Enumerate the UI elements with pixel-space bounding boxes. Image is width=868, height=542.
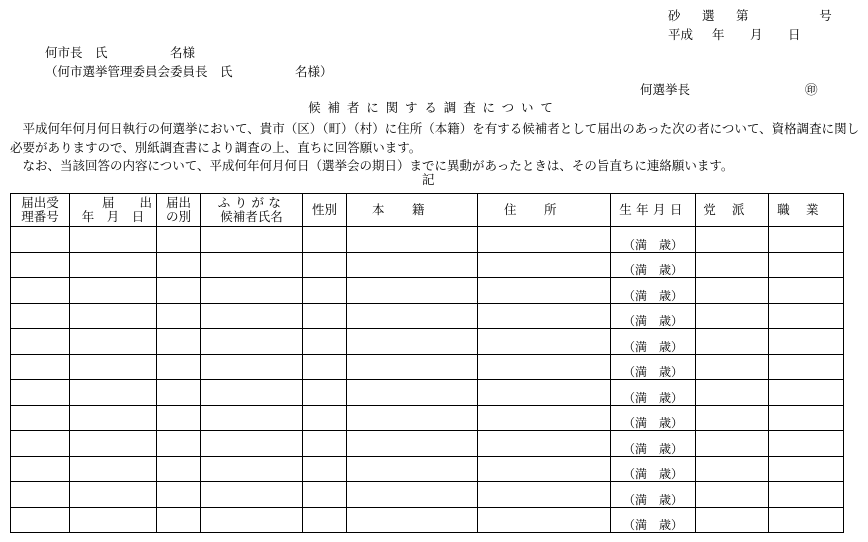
table-cell: [70, 303, 157, 329]
table-cell: [347, 482, 478, 508]
table-cell: [478, 329, 611, 355]
table-cell: [769, 482, 844, 508]
table-cell: [11, 278, 70, 304]
table-cell: [201, 431, 303, 457]
table-cell: [611, 227, 696, 253]
document-number: [668, 8, 832, 23]
document-number-prefix: 砂 選 第: [668, 8, 758, 23]
age-label: （満 歳）: [622, 518, 683, 532]
table-cell: [11, 507, 70, 533]
table-cell: [11, 329, 70, 355]
table-cell: [478, 252, 611, 278]
table-cell: [157, 380, 201, 406]
table-row: [11, 252, 844, 278]
table-cell: [769, 252, 844, 278]
addressee-mayor: 何市長 氏 名様: [45, 45, 196, 60]
table-row: [11, 456, 844, 482]
table-row: [11, 507, 844, 533]
table-cell: [11, 252, 70, 278]
table-cell: [201, 227, 303, 253]
table-cell: [157, 278, 201, 304]
table-cell: [696, 456, 769, 482]
table-cell: [70, 354, 157, 380]
table-cell: [11, 431, 70, 457]
table-cell: [303, 354, 347, 380]
table-cell: [769, 456, 844, 482]
table-row: [11, 380, 844, 406]
table-cell: [769, 303, 844, 329]
table-cell: [347, 405, 478, 431]
table-row: [11, 354, 844, 380]
age-label: （満 歳）: [622, 416, 683, 430]
addressee-committee: （何市選挙管理委員会委員長 氏 名様）: [45, 64, 333, 79]
table-cell: [769, 278, 844, 304]
table-row: [11, 227, 844, 253]
col-address: 住所: [478, 194, 611, 227]
table-row: [11, 278, 844, 304]
age-label: （満 歳）: [622, 441, 683, 456]
issue-date: [668, 27, 801, 42]
table-row: [11, 303, 844, 329]
table-cell: [611, 507, 696, 533]
table-cell: [70, 507, 157, 533]
table-cell: [696, 354, 769, 380]
sender-name: 何選挙長: [640, 82, 691, 97]
table-cell: [201, 329, 303, 355]
table-cell: [478, 456, 611, 482]
table-cell: [201, 252, 303, 278]
table-cell: [478, 507, 611, 533]
table-cell: [11, 482, 70, 508]
table-cell: [769, 329, 844, 355]
table-cell: [157, 405, 201, 431]
col-party: 党派: [696, 194, 769, 227]
age-label: （満 歳）: [622, 390, 683, 405]
table-cell: [611, 482, 696, 508]
age-label: （満 歳）: [622, 467, 683, 481]
table-cell: [769, 354, 844, 380]
table-cell: [157, 507, 201, 533]
table-cell: [11, 405, 70, 431]
table-row: [11, 405, 844, 431]
table-cell: [157, 431, 201, 457]
table-cell: [157, 482, 201, 508]
table-cell: [11, 456, 70, 482]
table-cell: [11, 380, 70, 406]
age-label: （満 歳）: [622, 339, 683, 354]
col-occupation: 職業: [769, 194, 844, 227]
table-cell: [611, 456, 696, 482]
body-paragraph-2: なお、当該回答の内容について、平成何年何月何日（選挙会の期日）までに異動があったときは、その旨直ちに連絡願います。: [22, 158, 734, 173]
table-cell: [201, 278, 303, 304]
table-cell: [157, 354, 201, 380]
col-filing-type: 届出 の別: [157, 194, 201, 227]
table-cell: [611, 303, 696, 329]
table-cell: [347, 354, 478, 380]
table-cell: [157, 329, 201, 355]
table-cell: [347, 507, 478, 533]
table-cell: [70, 482, 157, 508]
table-cell: [478, 405, 611, 431]
table-cell: [201, 507, 303, 533]
table-cell: [478, 278, 611, 304]
table-cell: [696, 278, 769, 304]
table-cell: [611, 252, 696, 278]
table-cell: [347, 303, 478, 329]
table-cell: [769, 227, 844, 253]
table-cell: [347, 278, 478, 304]
table-cell: [611, 329, 696, 355]
table-cell: [696, 329, 769, 355]
sender: [640, 82, 818, 97]
table-cell: [769, 405, 844, 431]
table-cell: [696, 482, 769, 508]
ki-mark: 記: [422, 172, 435, 187]
table-cell: [157, 456, 201, 482]
table-cell: [70, 329, 157, 355]
table-cell: [478, 227, 611, 253]
table-cell: [611, 405, 696, 431]
table-cell: [303, 380, 347, 406]
table-cell: [696, 252, 769, 278]
table-cell: [201, 456, 303, 482]
col-honseki: 本籍: [347, 194, 478, 227]
body-text: [10, 120, 862, 176]
table-cell: [70, 252, 157, 278]
table-cell: [478, 354, 611, 380]
age-label: （満 歳）: [622, 365, 683, 379]
table-header-row: [11, 194, 844, 227]
table-row: [11, 431, 844, 457]
table-row: [11, 329, 844, 355]
table-row: [11, 482, 844, 508]
col-candidate-name: ふりがな 候補者氏名: [201, 194, 303, 227]
table-cell: [303, 278, 347, 304]
table-cell: [696, 227, 769, 253]
table-cell: [347, 431, 478, 457]
date-era: 平成: [668, 27, 694, 42]
candidate-table: [10, 193, 844, 533]
table-cell: [696, 380, 769, 406]
table-cell: [769, 380, 844, 406]
table-cell: [696, 303, 769, 329]
table-cell: [303, 456, 347, 482]
table-cell: [303, 252, 347, 278]
body-paragraph-1: 平成何年何月何日執行の何選挙において、貴市（区）（町）（村）に住所（本籍）を有する候補者として届出のあった次の者について、資格調査に関し必要がありますので、別紙調査書により調査の上、直ちに回答願います。: [10, 121, 860, 155]
table-cell: [303, 431, 347, 457]
table-cell: [611, 278, 696, 304]
table-cell: [11, 303, 70, 329]
table-cell: [201, 380, 303, 406]
table-cell: [157, 303, 201, 329]
table-cell: [201, 303, 303, 329]
table-cell: [347, 380, 478, 406]
table-cell: [303, 405, 347, 431]
table-cell: [70, 405, 157, 431]
table-cell: [11, 354, 70, 380]
table-cell: [696, 507, 769, 533]
table-cell: [303, 303, 347, 329]
date-year-label: 年: [712, 27, 725, 42]
table-cell: [347, 227, 478, 253]
table-cell: [347, 252, 478, 278]
table-cell: [611, 380, 696, 406]
age-label: （満 歳）: [622, 237, 683, 252]
col-receipt-no: 届出受 理番号: [11, 194, 70, 227]
date-day-label: 日: [788, 27, 801, 42]
table-cell: [611, 431, 696, 457]
table-cell: [347, 329, 478, 355]
table-cell: [303, 227, 347, 253]
table-cell: [303, 482, 347, 508]
table-cell: [157, 252, 201, 278]
table-cell: [696, 431, 769, 457]
table-cell: [70, 278, 157, 304]
seal-mark: ㊞: [805, 82, 818, 97]
table-cell: [70, 380, 157, 406]
table-cell: [11, 227, 70, 253]
age-label: （満 歳）: [622, 314, 683, 328]
table-cell: [478, 380, 611, 406]
table-cell: [303, 329, 347, 355]
col-sex: 性別: [303, 194, 347, 227]
col-birth-date: 生年月日: [611, 194, 696, 227]
table-cell: [611, 354, 696, 380]
table-cell: [157, 227, 201, 253]
table-cell: [478, 431, 611, 457]
table-cell: [70, 227, 157, 253]
table-cell: [70, 431, 157, 457]
document-title: 候補者に関する調査について: [308, 100, 560, 115]
table-body: [11, 227, 844, 533]
table-cell: [478, 303, 611, 329]
table-cell: [201, 405, 303, 431]
document-number-suffix: 号: [819, 8, 832, 23]
table-cell: [347, 456, 478, 482]
age-label: （満 歳）: [622, 263, 683, 277]
table-cell: [769, 431, 844, 457]
age-label: （満 歳）: [622, 288, 683, 303]
col-filed-date: 届 出 年 月 日: [70, 194, 157, 227]
age-label: （満 歳）: [622, 492, 683, 507]
table-cell: [478, 482, 611, 508]
table-cell: [70, 456, 157, 482]
table-cell: [201, 354, 303, 380]
table-cell: [201, 482, 303, 508]
table-cell: [303, 507, 347, 533]
table-cell: [696, 405, 769, 431]
date-month-label: 月: [750, 27, 763, 42]
table-cell: [769, 507, 844, 533]
